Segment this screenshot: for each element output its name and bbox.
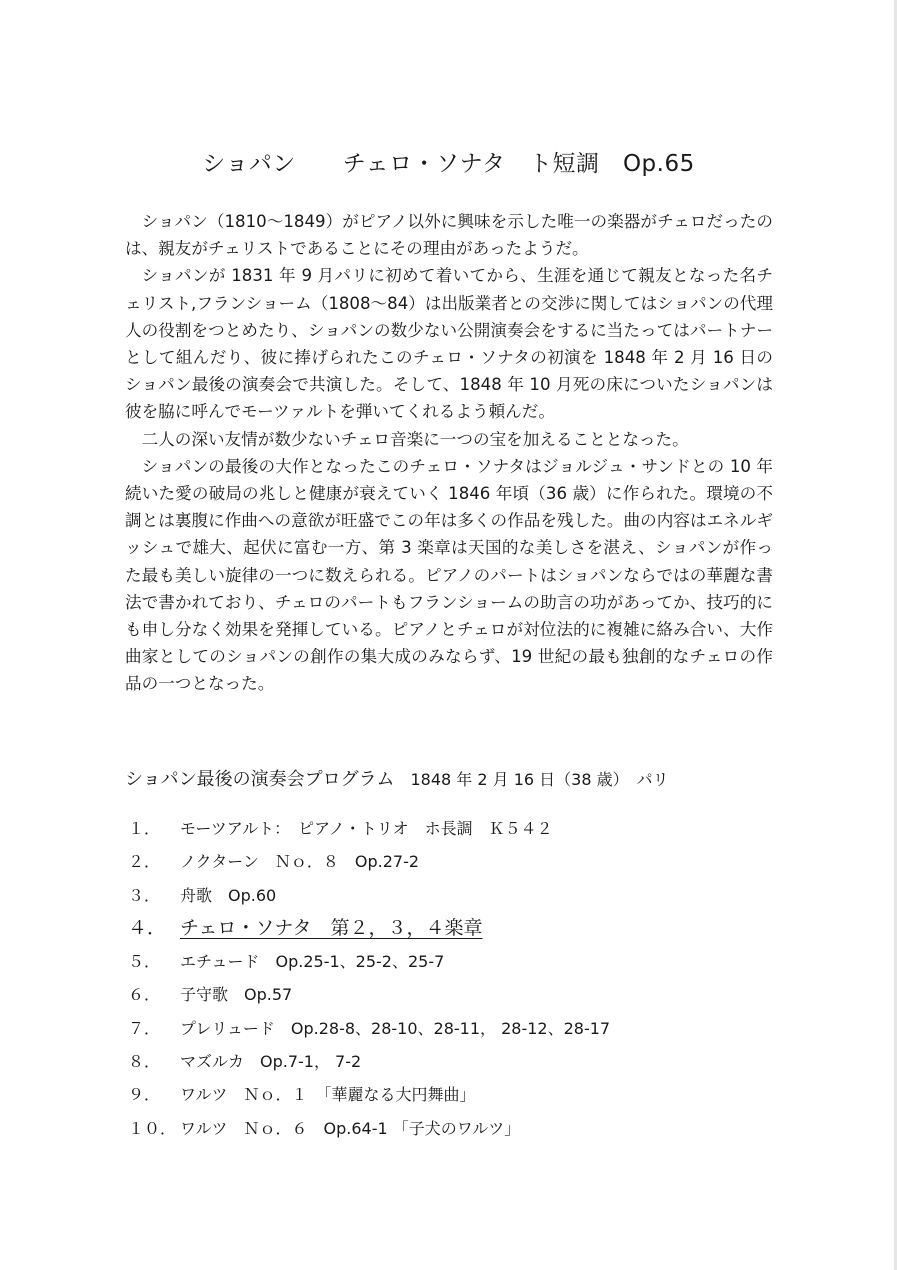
program-heading-title: ショパン最後の演奏会プログラム xyxy=(125,769,395,790)
list-item-work: エチュード Op.25-1、25-2、25-7 xyxy=(180,952,445,972)
list-item xyxy=(128,1112,788,1145)
program-heading-date: 1848 年 2 月 16 日（38 歳） パリ xyxy=(410,770,669,789)
list-item-number: ７． xyxy=(128,1018,161,1038)
list-item xyxy=(128,845,788,878)
program-heading xyxy=(125,762,785,798)
paragraph: ショパンが 1831 年 9 月パリに初めて着いてから、生涯を通じて親友となった名チェリスト,フランショーム（1808～84）は出版業者との交渉に関してはショパンの代理人の役割をつとめたり、ショパンの数少ない公開演奏会をするに当たってはパートナーとして組んだり、彼に捧げられたこのチェロ・ソナタの初演を 1848 年 2 月 16 日のショパン最後の演奏会で共演した。そして、1848 年 10 月死の床についたショパンは彼を脇に呼んでモーツァルトを弾いてくれるよう頼んだ。 xyxy=(125,266,773,422)
list-item-work: ノクターン Ｎｏ．８ Op.27-2 xyxy=(180,852,420,872)
list-item-work: チェロ・ソナタ 第２，３，４楽章 xyxy=(180,916,483,939)
list-item xyxy=(128,945,788,978)
list-item xyxy=(128,812,788,845)
list-item-work: プレリュード Op.28-8、28-10、28-11， 28-12、28-17 xyxy=(180,1018,611,1038)
list-item-work: 子守歌 Op.57 xyxy=(180,985,293,1005)
list-item-work: ワルツ Ｎｏ．６ Op.64-1 「子犬のワルツ」 xyxy=(180,1118,521,1138)
list-item-number: ６． xyxy=(128,985,161,1005)
list-item xyxy=(128,879,788,912)
list-item-number: １０． xyxy=(128,1118,177,1138)
list-item xyxy=(128,1012,788,1045)
paragraph: ショパン（1810～1849）がピアノ以外に興味を示した唯一の楽器がチェロだったのは、親友がチェリストであることにその理由があったようだ。 xyxy=(125,212,773,259)
list-item-work: 舟歌 Op.60 xyxy=(180,885,277,905)
list-item xyxy=(128,1078,788,1111)
list-item-number: ５． xyxy=(128,952,161,972)
paragraph: 二人の深い友情が数少ないチェロ音楽に一つの宝を加えることとなった。 xyxy=(141,429,689,449)
program-list xyxy=(128,812,788,1145)
list-item-work: マズルカ Op.7-1， 7-2 xyxy=(180,1052,362,1072)
list-item-number: ３． xyxy=(128,885,161,905)
list-item-number: １． xyxy=(128,819,161,838)
list-item xyxy=(128,1045,788,1078)
list-item-number: ９． xyxy=(128,1085,161,1105)
list-item-work: モーツアルト： ピアノ・トリオ ホ長調 Ｋ５４２ xyxy=(180,819,553,838)
list-item-number: ８． xyxy=(128,1052,161,1072)
page-title: ショパン チェロ・ソナタ ト短調 Op.65 xyxy=(202,151,695,177)
list-item-featured xyxy=(128,912,788,945)
list-item xyxy=(128,978,788,1011)
list-item-work: ワルツ Ｎｏ．１ 「華麗なる大円舞曲」 xyxy=(180,1085,476,1105)
essay-body xyxy=(125,208,773,698)
list-item-number: ２． xyxy=(128,852,161,872)
paragraph: ショパンの最後の大作となったこのチェロ・ソナタはジョルジュ・サンドとの 10 年続いた愛の破局の兆しと健康が衰えていく 1846 年頃（36 歳）に作られた。環境の不調とは裏腹に作曲への意欲が旺盛でこの年は多くの作品を残した。曲の内容はエネルギッシュで雄大、起伏に富む一方、第 3 楽章は天国的な美しさを湛え、ショパンが作った最も美しい旋律の一つに数えられる。ピアノのパートはショパンならではの華麗な書法で書かれており、チェロのパートもフランショームの助言の功があってか、技巧的にも申し分なく効果を発揮している。ピアノとチェロが対位法的に複雑に絡み合い、大作曲家としてのショパンの創作の集大成のみならず、19 世紀の最も独創的なチェロの作品の一つとなった。 xyxy=(125,456,773,694)
list-item-number: ４． xyxy=(128,916,167,939)
